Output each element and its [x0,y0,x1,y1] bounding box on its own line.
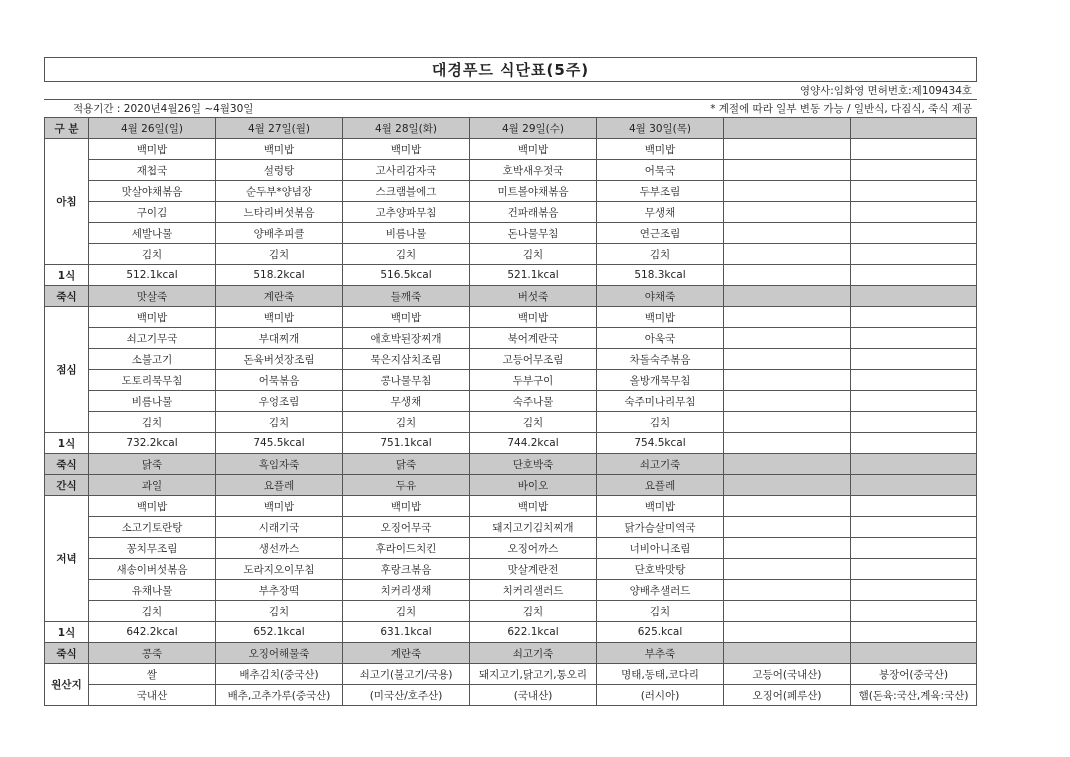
porridge-item: 계란죽 [343,643,470,664]
menu-item: 김치 [89,244,216,265]
empty-cell [851,202,977,223]
menu-row [45,559,977,580]
empty-cell [724,517,851,538]
empty-cell [851,328,977,349]
kcal-label: 1식 [45,433,89,454]
menu-item: 묵은지삼치조림 [343,349,470,370]
empty-cell [851,118,977,139]
empty-cell [851,349,977,370]
empty-cell [724,223,851,244]
empty-cell [851,265,977,286]
day-header: 4월 28일(화) [343,118,470,139]
menu-row [45,202,977,223]
menu-table [44,57,977,706]
origin-item: 붕장어(중국산) [851,664,977,685]
menu-item: 백미밥 [216,139,343,160]
origin-label: 원산지 [45,664,89,706]
menu-row [45,538,977,559]
kcal-value: 745.5kcal [216,433,343,454]
menu-item: 어묵국 [597,160,724,181]
menu-item: 김치 [89,412,216,433]
porridge-label: 죽식 [45,286,89,307]
kcal-value: 521.1kcal [470,265,597,286]
empty-cell [851,622,977,643]
kcal-label: 1식 [45,265,89,286]
porridge-row [45,643,977,664]
menu-item: 소고기토란탕 [89,517,216,538]
menu-row [45,139,977,160]
porridge-item: 흑임자죽 [216,454,343,475]
empty-cell [724,391,851,412]
porridge-label: 죽식 [45,643,89,664]
empty-cell [851,223,977,244]
empty-cell [851,475,977,496]
menu-item: 오징어무국 [343,517,470,538]
menu-item: 김치 [89,601,216,622]
menu-item: 김치 [216,244,343,265]
kcal-value: 516.5kcal [343,265,470,286]
menu-item: 김치 [343,244,470,265]
porridge-item: 닭죽 [343,454,470,475]
menu-item: 비름나물 [343,223,470,244]
menu-item: 고추양파무침 [343,202,470,223]
menu-row [45,517,977,538]
menu-item: 백미밥 [597,496,724,517]
empty-cell [851,538,977,559]
menu-item: 김치 [597,412,724,433]
menu-item: 숙주나물 [470,391,597,412]
empty-cell [724,643,851,664]
menu-row [45,391,977,412]
menu-row [45,328,977,349]
origin-item: 국내산 [89,685,216,706]
empty-cell [851,433,977,454]
empty-cell [724,622,851,643]
menu-item: 맛살야채볶음 [89,181,216,202]
menu-item: 느타리버섯볶음 [216,202,343,223]
menu-row [45,580,977,601]
menu-item: 유채나물 [89,580,216,601]
menu-item: 우엉조림 [216,391,343,412]
snack-row [45,475,977,496]
menu-item: 미트볼야채볶음 [470,181,597,202]
empty-cell [724,475,851,496]
menu-item: 건파래볶음 [470,202,597,223]
kcal-row [45,622,977,643]
menu-row [45,244,977,265]
empty-cell [851,454,977,475]
empty-cell [724,286,851,307]
empty-cell [724,118,851,139]
menu-item: 돈나물무침 [470,223,597,244]
origin-item: 오징어(페루산) [724,685,851,706]
menu-item: 무생채 [597,202,724,223]
porridge-label: 죽식 [45,454,89,475]
menu-item: 호박새우젓국 [470,160,597,181]
menu-item: 두부구이 [470,370,597,391]
menu-item: 백미밥 [470,496,597,517]
snack-item: 두유 [343,475,470,496]
kcal-row [45,265,977,286]
menu-item: 김치 [470,601,597,622]
menu-item: 아욱국 [597,328,724,349]
meal-label: 저녁 [45,496,89,622]
menu-item: 백미밥 [343,307,470,328]
page-title: 대경푸드 식단표(5주) [45,58,977,82]
kcal-value: 642.2kcal [89,622,216,643]
menu-item: 백미밥 [89,496,216,517]
porridge-item: 계란죽 [216,286,343,307]
kcal-value: 744.2kcal [470,433,597,454]
porridge-item: 버섯죽 [470,286,597,307]
empty-cell [851,517,977,538]
day-header: 4월 26일(일) [89,118,216,139]
menu-item: 단호박맛탕 [597,559,724,580]
empty-cell [724,370,851,391]
empty-cell [851,160,977,181]
empty-cell [724,601,851,622]
menu-row [45,370,977,391]
empty-cell [724,307,851,328]
menu-item: 새송이버섯볶음 [89,559,216,580]
menu-item: 김치 [343,601,470,622]
menu-item: 김치 [470,412,597,433]
origin-item: 돼지고기,닭고기,통오리 [470,664,597,685]
menu-item: 오징어까스 [470,538,597,559]
porridge-row [45,454,977,475]
origin-item: 명태,동태,코다리 [597,664,724,685]
porridge-item: 야채죽 [597,286,724,307]
menu-item: 고사리감자국 [343,160,470,181]
menu-row [45,181,977,202]
menu-row [45,412,977,433]
menu-item: 고등어무조림 [470,349,597,370]
menu-item: 콩나물무침 [343,370,470,391]
menu-item: 맛살계란전 [470,559,597,580]
empty-cell [724,349,851,370]
kcal-value: 631.1kcal [343,622,470,643]
period-text: 적용기간 : 2020년4월26일 ~4월30일 [45,100,343,118]
kcal-value: 754.5kcal [597,433,724,454]
origin-item: 쇠고기(불고기/국용) [343,664,470,685]
empty-cell [851,580,977,601]
day-header: 4월 27일(월) [216,118,343,139]
kcal-value: 625.kcal [597,622,724,643]
menu-item: 치커리샐러드 [470,580,597,601]
kcal-value: 751.1kcal [343,433,470,454]
porridge-item: 쇠고기죽 [597,454,724,475]
menu-item: 북어계란국 [470,328,597,349]
menu-item: 백미밥 [470,139,597,160]
kcal-row [45,433,977,454]
menu-item: 치커리생채 [343,580,470,601]
menu-item: 김치 [216,412,343,433]
menu-item: 너비아니조림 [597,538,724,559]
snack-item: 과일 [89,475,216,496]
menu-item: 양배추피클 [216,223,343,244]
empty-cell [851,559,977,580]
origin-item: 배추,고추가루(중국산) [216,685,343,706]
origin-row [45,664,977,685]
empty-cell [724,244,851,265]
menu-row [45,496,977,517]
menu-item: 백미밥 [597,307,724,328]
menu-item: 재첩국 [89,160,216,181]
empty-cell [724,328,851,349]
menu-item: 돼지고기김치찌개 [470,517,597,538]
menu-item: 김치 [597,601,724,622]
empty-cell [724,454,851,475]
menu-item: 비름나물 [89,391,216,412]
porridge-row [45,286,977,307]
menu-item: 백미밥 [470,307,597,328]
menu-item: 올방개묵무침 [597,370,724,391]
menu-item: 순두부*양념장 [216,181,343,202]
menu-row [45,349,977,370]
empty-cell [851,370,977,391]
empty-cell [724,139,851,160]
dietitian-info: 영양사:임화영 면허번호:제109434호 [597,82,977,100]
empty-cell [851,496,977,517]
menu-item: 무생채 [343,391,470,412]
menu-item: 김치 [597,244,724,265]
origin-row [45,685,977,706]
kcal-value: 518.2kcal [216,265,343,286]
porridge-item: 맛살죽 [89,286,216,307]
porridge-item: 오징어해물죽 [216,643,343,664]
day-header: 4월 30일(목) [597,118,724,139]
menu-item: 쇠고기무국 [89,328,216,349]
menu-item: 소불고기 [89,349,216,370]
porridge-item: 들깨죽 [343,286,470,307]
kcal-value: 512.1kcal [89,265,216,286]
empty-cell [851,244,977,265]
snack-item: 요플레 [597,475,724,496]
porridge-item: 닭죽 [89,454,216,475]
menu-item: 연근조림 [597,223,724,244]
menu-item: 김치 [470,244,597,265]
origin-item: (미국산/호주산) [343,685,470,706]
kcal-value: 518.3kcal [597,265,724,286]
menu-row [45,307,977,328]
porridge-item: 단호박죽 [470,454,597,475]
menu-item: 차돌숙주볶음 [597,349,724,370]
header-label: 구 분 [45,118,89,139]
empty-cell [724,496,851,517]
note-text: * 계절에 따라 일부 변동 가능 / 일반식, 다짐식, 죽식 제공 [597,100,977,118]
snack-label: 간식 [45,475,89,496]
empty-cell [724,265,851,286]
origin-item: 배추김치(중국산) [216,664,343,685]
menu-row [45,601,977,622]
kcal-value: 652.1kcal [216,622,343,643]
porridge-item: 콩죽 [89,643,216,664]
empty-cell [851,139,977,160]
menu-row [45,223,977,244]
menu-item: 김치 [216,601,343,622]
menu-item: 김치 [343,412,470,433]
empty-cell [724,538,851,559]
empty-cell [724,433,851,454]
menu-item: 백미밥 [597,139,724,160]
empty-cell [851,601,977,622]
menu-item: 백미밥 [89,139,216,160]
empty-cell [724,202,851,223]
empty-cell [724,412,851,433]
menu-item: 구이김 [89,202,216,223]
porridge-item: 부추죽 [597,643,724,664]
menu-item: 어묵볶음 [216,370,343,391]
menu-item: 도라지오이무침 [216,559,343,580]
empty-cell [851,643,977,664]
snack-item: 요플레 [216,475,343,496]
menu-item: 꽁치무조림 [89,538,216,559]
empty-cell [851,391,977,412]
menu-item: 돈육버섯장조림 [216,349,343,370]
empty-cell [724,580,851,601]
menu-item: 백미밥 [216,307,343,328]
empty-cell [724,181,851,202]
menu-item: 숙주미나리무침 [597,391,724,412]
menu-item: 양배추샐러드 [597,580,724,601]
menu-item: 애호박된장찌개 [343,328,470,349]
menu-item: 백미밥 [216,496,343,517]
empty-cell [851,307,977,328]
empty-cell [851,412,977,433]
menu-item: 닭가슴살미역국 [597,517,724,538]
menu-item: 후랑크볶음 [343,559,470,580]
menu-item: 부추장떡 [216,580,343,601]
menu-item: 두부조림 [597,181,724,202]
menu-item: 부대찌개 [216,328,343,349]
menu-item: 세발나물 [89,223,216,244]
menu-item: 후라이드치킨 [343,538,470,559]
origin-item: 햄(돈육:국산,계육:국산) [851,685,977,706]
snack-item: 바이오 [470,475,597,496]
menu-item: 백미밥 [89,307,216,328]
menu-row [45,160,977,181]
kcal-value: 732.2kcal [89,433,216,454]
origin-item: 고등어(국내산) [724,664,851,685]
meal-label: 아침 [45,139,89,265]
menu-item: 설렁탕 [216,160,343,181]
menu-item: 백미밥 [343,496,470,517]
kcal-label: 1식 [45,622,89,643]
origin-item: (국내산) [470,685,597,706]
menu-item: 스크램블에그 [343,181,470,202]
menu-item: 생선까스 [216,538,343,559]
porridge-item: 쇠고기죽 [470,643,597,664]
menu-item: 시래기국 [216,517,343,538]
meal-label: 점심 [45,307,89,433]
empty-cell [851,181,977,202]
day-header: 4월 29일(수) [470,118,597,139]
empty-cell [724,160,851,181]
menu-item: 백미밥 [343,139,470,160]
empty-cell [851,286,977,307]
origin-item: 쌀 [89,664,216,685]
menu-item: 도토리묵무침 [89,370,216,391]
empty-cell [724,559,851,580]
origin-item: (러시아) [597,685,724,706]
kcal-value: 622.1kcal [470,622,597,643]
